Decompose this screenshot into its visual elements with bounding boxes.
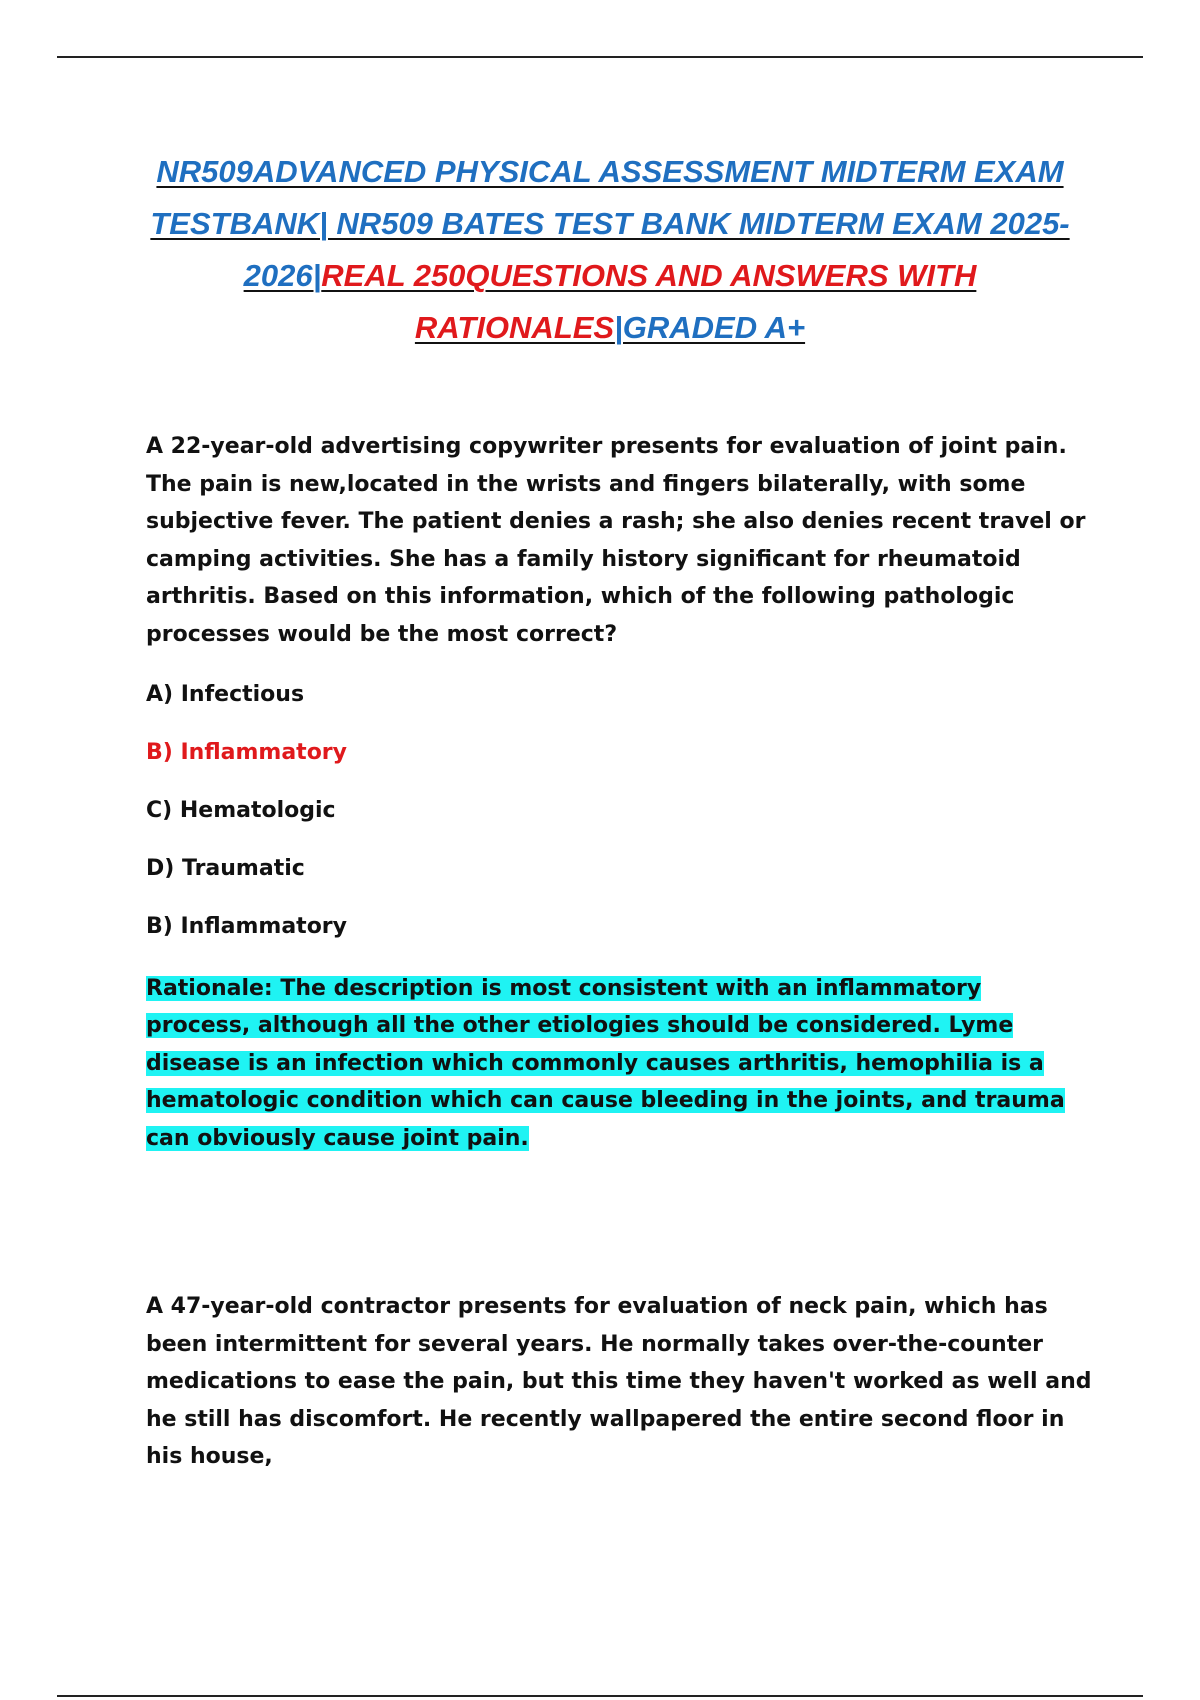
title-blue-part: NR509ADVANCED PHYSICAL ASSESSMENT MIDTERM EXAM TESTBANK| NR509 BATES TEST BANK MIDTERM EXAM 2025-2026| bbox=[150, 154, 1070, 293]
question-1 bbox=[146, 428, 1096, 1158]
option-a: A) Infectious bbox=[146, 681, 305, 707]
document-title bbox=[150, 146, 1070, 354]
title-blue-suffix: |GRADED A+ bbox=[614, 310, 806, 345]
question-2-stem: A 47-year-old contractor presents for evaluation of neck pain, which has been intermittent for several years. He normally takes over-the-counter medications to ease the pain, but this time they haven't worked as well and he still has discomfort. He recently wallpapered the entire second floor in his house, bbox=[146, 1294, 1092, 1470]
title-red-part: REAL 250QUESTIONS AND ANSWERS WITH RATIONALES bbox=[321, 258, 977, 345]
rationale-text: Rationale: The description is most consistent with an inflammatory process, although all the other etiologies should be considered. Lyme disease is an infection which commonly causes arthritis, hemophilia is a hematologic condition which can cause bleeding in the joints, and trauma can obviously cause joint pain. bbox=[146, 975, 1065, 1151]
answer-line: B) Inflammatory bbox=[146, 913, 347, 939]
question-1-stem: A 22-year-old advertising copywriter presents for evaluation of joint pain. The pain is new,located in the wrists and fingers bilaterally, with some subjective fever. The patient denies a rash; she also denies recent travel or camping activities. She has a family history significant for rheumatoid arthritis. Based on this information, which of the following pathologic processes would be the most correct? bbox=[146, 434, 1086, 647]
option-c: C) Hematologic bbox=[146, 797, 336, 823]
bottom-rule bbox=[57, 1695, 1143, 1697]
question-2 bbox=[146, 1288, 1096, 1476]
option-b: B) Inflammatory bbox=[146, 739, 347, 765]
option-d: D) Traumatic bbox=[146, 855, 305, 881]
top-rule bbox=[57, 56, 1143, 58]
rationale-block bbox=[146, 970, 1076, 1158]
